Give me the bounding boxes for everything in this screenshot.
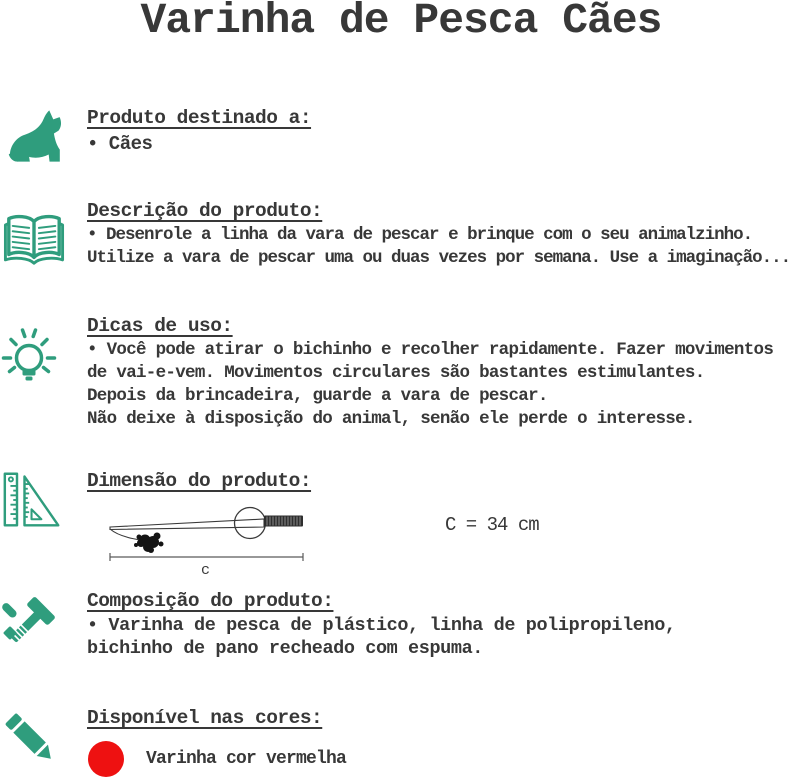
pencil-icon	[0, 706, 87, 776]
open-book-icon	[0, 199, 87, 268]
section-text: • Você pode atirar o bichinho e recolher rapidamente. Fazer movimentos	[87, 340, 774, 360]
dimension-letter: c	[201, 562, 211, 576]
fishing-rod-diagram	[101, 498, 421, 576]
section-composition	[0, 589, 802, 660]
section-text: Utilize a vara de pescar uma ou duas vezes por semana. Use a imaginação...	[87, 248, 791, 268]
section-text: bichinho de pano recheado com espuma.	[87, 638, 483, 659]
section-text: de vai-e-vem. Movimentos circulares são bastantes estimulantes.	[87, 363, 705, 383]
section-text: • Desenrole a linha da vara de pescar e brinque com o seu animalzinho.	[87, 225, 753, 245]
section-text: Depois da brincadeira, guarde a vara de pescar.	[87, 386, 548, 406]
section-heading: Descrição do produto:	[87, 200, 323, 222]
lightbulb-icon	[0, 314, 87, 386]
dog-icon	[0, 106, 87, 165]
section-text: • Cães	[87, 133, 153, 155]
tools-icon	[0, 589, 87, 656]
color-swatch-red	[88, 741, 124, 777]
section-heading: Dicas de uso:	[87, 315, 233, 337]
dimension-diagram-row	[101, 498, 802, 576]
section-colors	[0, 706, 802, 777]
color-swatch-row	[88, 741, 802, 777]
color-swatch-label: Varinha cor vermelha	[146, 749, 347, 769]
section-heading: Composição do produto:	[87, 590, 334, 612]
section-text: Não deixe à disposição do animal, senão ele perde o interesse.	[87, 409, 695, 429]
section-heading: Produto destinado a:	[87, 107, 312, 129]
section-tips	[0, 314, 802, 431]
section-heading: Dimensão do produto:	[87, 470, 312, 492]
section-target	[0, 106, 802, 165]
section-dimension	[0, 469, 802, 576]
ruler-icon	[0, 469, 87, 531]
section-text: • Varinha de pesca de plástico, linha de polipropileno,	[87, 615, 676, 636]
section-heading: Disponível nas cores:	[87, 707, 323, 729]
section-description	[0, 199, 802, 270]
toy-lure-shape	[134, 533, 164, 554]
page-title: Varinha de Pesca Cães	[140, 0, 662, 45]
dimension-value: C = 34 cm	[445, 514, 539, 536]
